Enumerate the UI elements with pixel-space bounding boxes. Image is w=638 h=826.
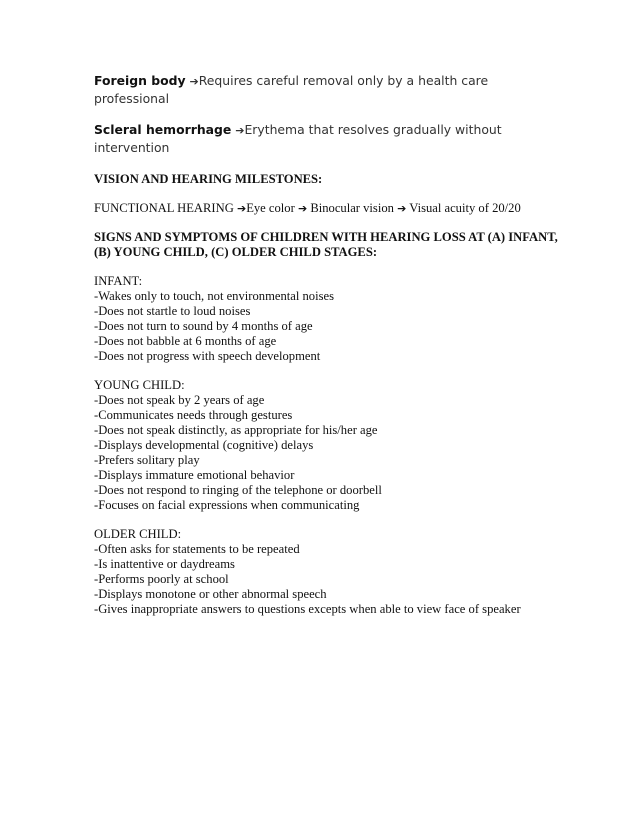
document-page — [94, 72, 564, 617]
list-item: -Does not turn to sound by 4 months of age — [94, 319, 313, 333]
section-title: INFANT: — [94, 274, 143, 288]
list-item: -Often asks for statements to be repeated — [94, 542, 300, 556]
arrow-icon: ➔ — [397, 202, 407, 215]
functional-label: FUNCTIONAL HEARING — [94, 201, 234, 215]
functional-step: Binocular vision — [310, 201, 394, 215]
list-item: -Gives inappropriate answers to questions excepts when able to view face of speaker — [94, 602, 521, 616]
list-item: -Does not speak distinctly, as appropriate for his/her age — [94, 423, 378, 437]
list-item: -Prefers solitary play — [94, 453, 200, 467]
section-older-child — [94, 527, 564, 617]
functional-step: Visual acuity of 20/20 — [409, 201, 521, 215]
arrow-icon: ➔ — [236, 202, 247, 215]
section-infant — [94, 274, 564, 364]
foreign-body-paragraph — [94, 72, 564, 107]
signs-heading: SIGNS AND SYMPTOMS OF CHILDREN WITH HEARING LOSS AT (A) INFANT, (B) YOUNG CHILD, (C) OLDER CHILD STAGES: — [94, 230, 558, 259]
scleral-term: Scleral hemorrhage — [94, 122, 232, 137]
scleral-paragraph — [94, 121, 564, 156]
vision-heading: VISION AND HEARING MILESTONES: — [94, 172, 323, 186]
list-item: -Does not babble at 6 months of age — [94, 334, 277, 348]
list-item: -Performs poorly at school — [94, 572, 229, 586]
list-item: -Does not progress with speech development — [94, 349, 321, 363]
section-young-child — [94, 378, 564, 513]
list-item: -Displays developmental (cognitive) delays — [94, 438, 314, 452]
functional-step: Eye color — [246, 201, 295, 215]
arrow-icon: ➔ — [297, 202, 308, 215]
section-title: YOUNG CHILD: — [94, 378, 185, 392]
functional-hearing-line — [94, 201, 564, 216]
list-item: -Communicates needs through gestures — [94, 408, 293, 422]
list-item: -Focuses on facial expressions when communicating — [94, 498, 360, 512]
arrow-icon: ➔ — [189, 75, 199, 88]
section-title: OLDER CHILD: — [94, 527, 182, 541]
scleral-text: Erythema that resolves gradually without intervention — [94, 122, 502, 155]
list-item: -Wakes only to touch, not environmental noises — [94, 289, 334, 303]
list-item: -Does not respond to ringing of the telephone or doorbell — [94, 483, 382, 497]
arrow-icon: ➔ — [235, 124, 245, 137]
list-item: -Does not speak by 2 years of age — [94, 393, 265, 407]
list-item: -Does not startle to loud noises — [94, 304, 251, 318]
foreign-body-text: Requires careful removal only by a health care professional — [94, 73, 489, 106]
list-item: -Is inattentive or daydreams — [94, 557, 235, 571]
list-item: -Displays monotone or other abnormal speech — [94, 587, 327, 601]
list-item: -Displays immature emotional behavior — [94, 468, 295, 482]
foreign-body-term: Foreign body — [94, 73, 186, 88]
